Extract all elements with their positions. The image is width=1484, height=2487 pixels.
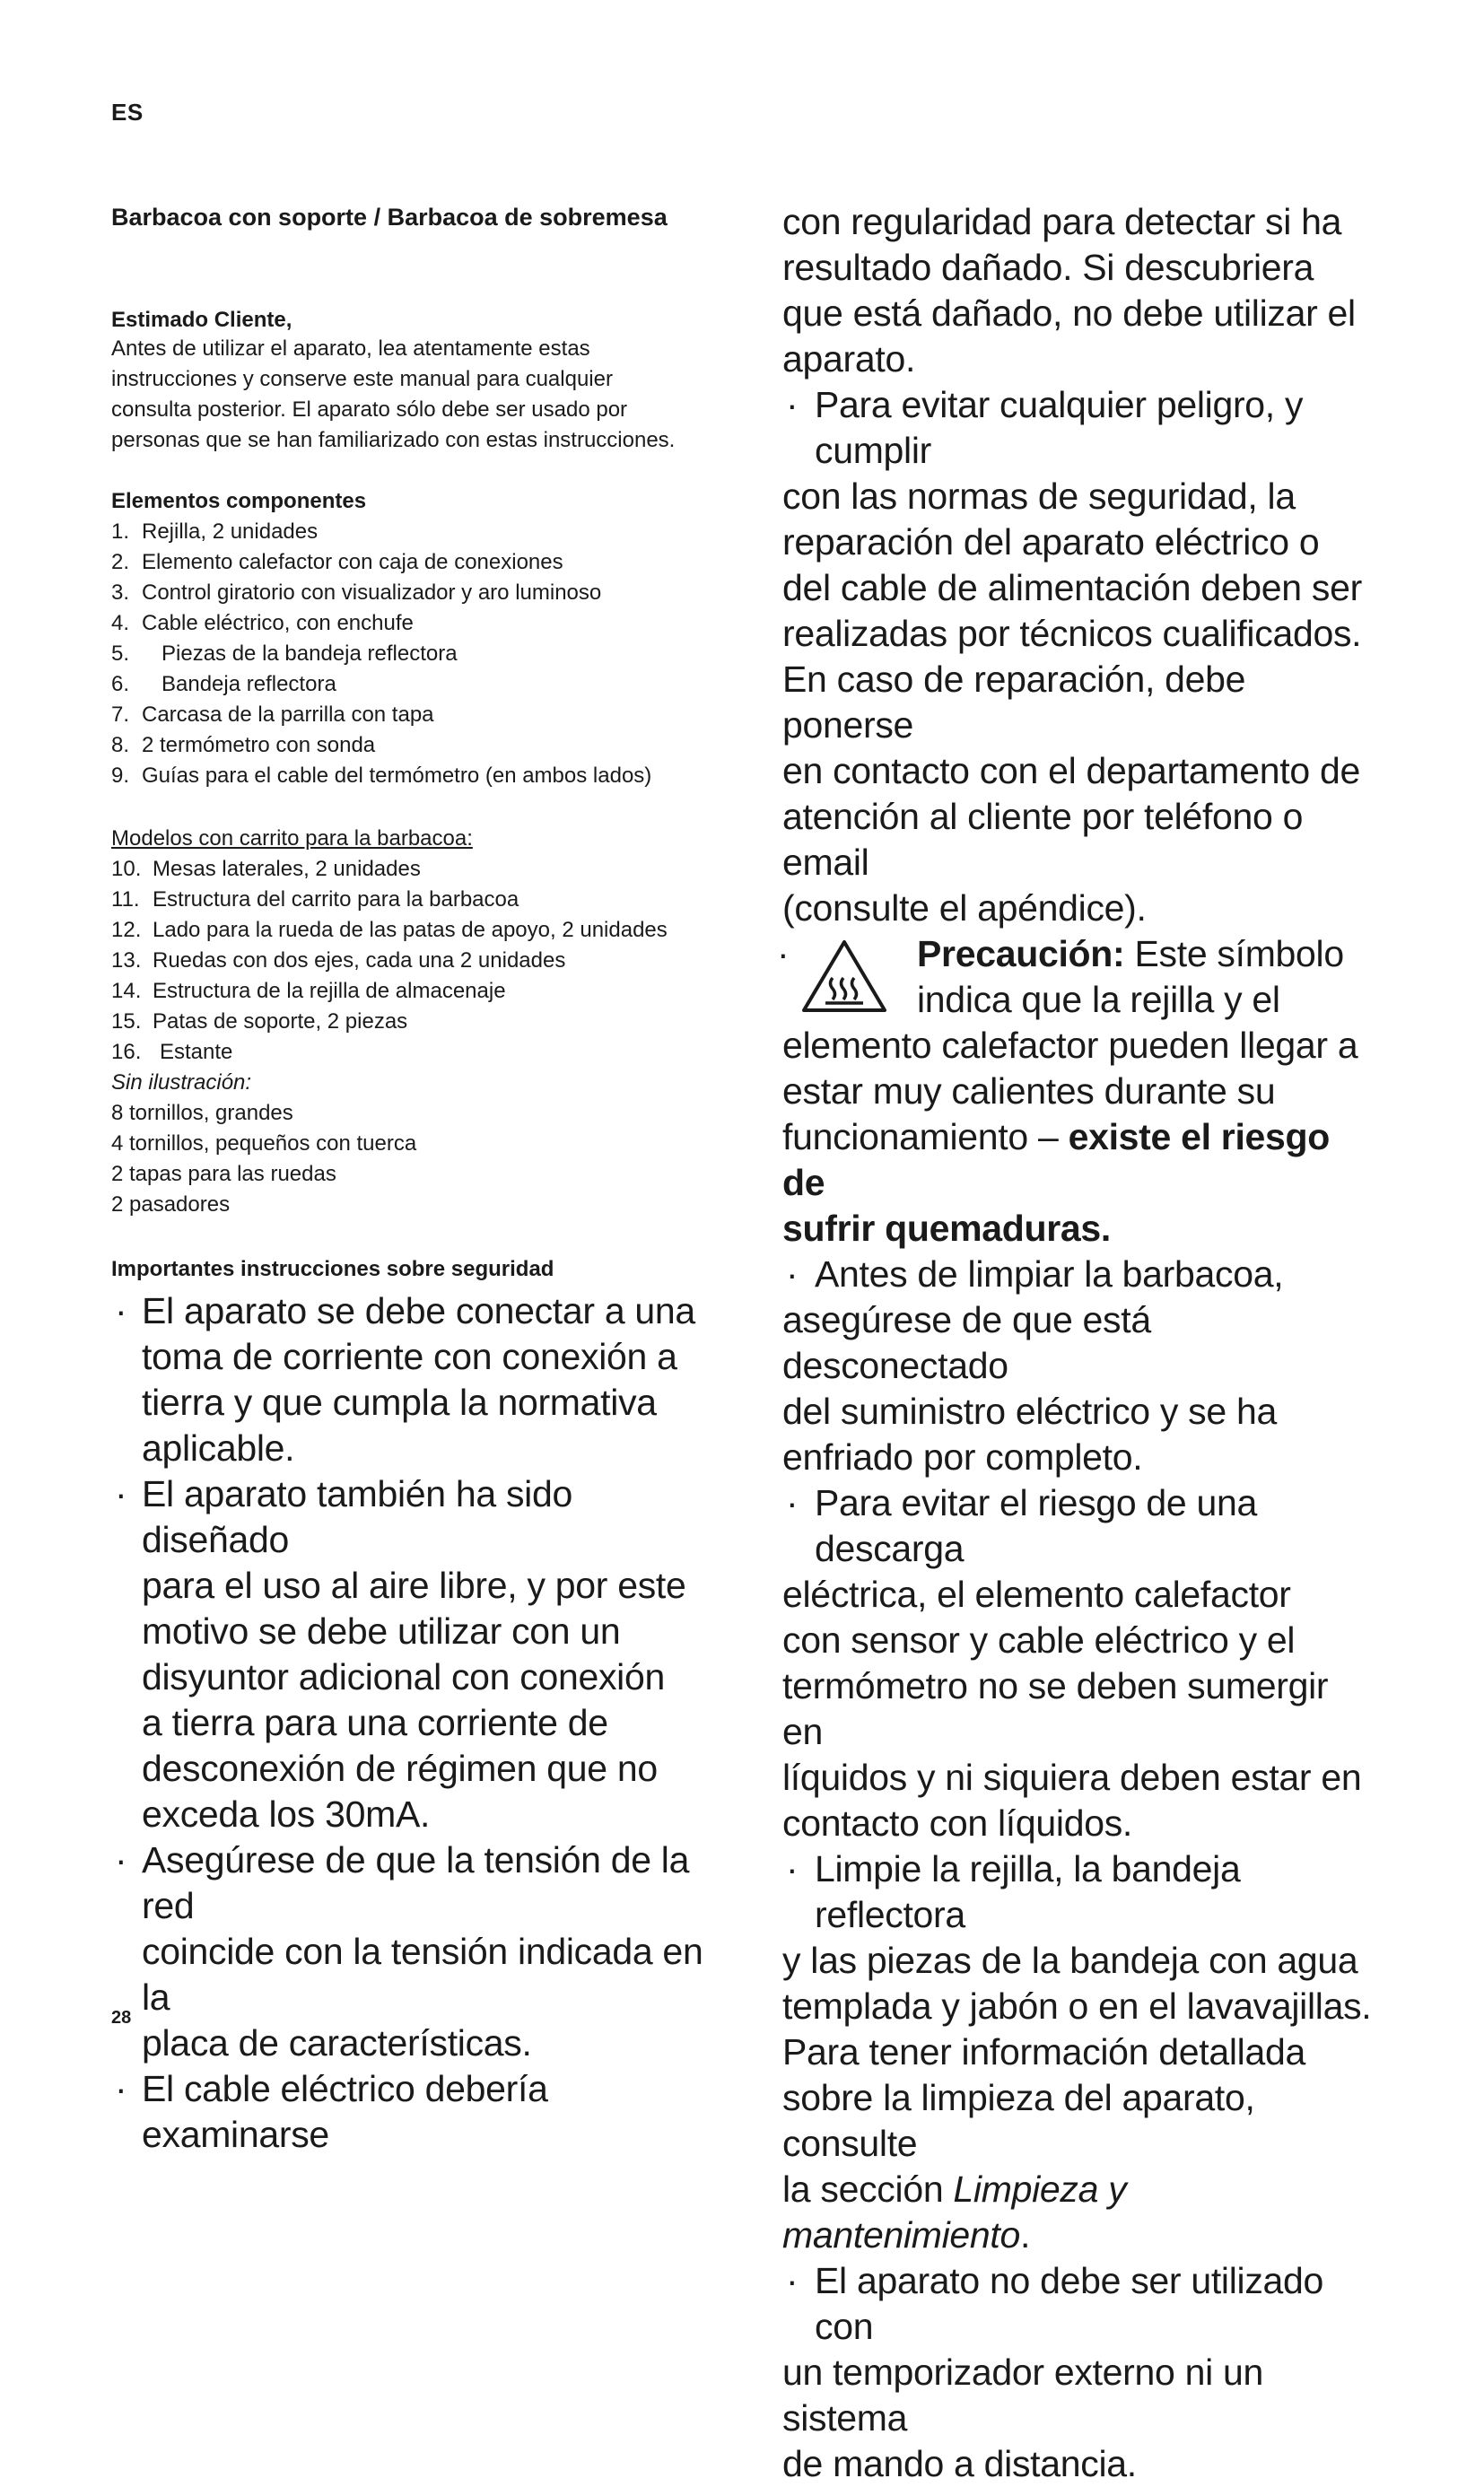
burn-risk-text: sufrir quemaduras. (782, 1208, 1111, 1249)
left-column (111, 203, 721, 2158)
list-item (111, 639, 721, 669)
item-text: Guías para el cable del termómetro (en ambos lados) (142, 764, 652, 789)
document-title: Barbacoa con soporte / Barbacoa de sobremesa (111, 204, 668, 231)
safety-item (111, 1837, 721, 2066)
list-item (111, 1007, 721, 1037)
line: atención al cliente por teléfono o email (782, 796, 1304, 883)
extra-part: 2 pasadores (111, 1192, 231, 1217)
item-number: 16. (111, 1040, 142, 1065)
line: que está dañado, no debe utilizar el (782, 292, 1356, 334)
hot-surface-warning-icon (800, 938, 888, 1014)
list-item (111, 976, 721, 1007)
bullet-icon: · (786, 1848, 799, 1889)
line: aplicable. (142, 1427, 295, 1470)
line: líquidos y ni siquiera deben estar en (782, 1757, 1362, 1798)
item-number: 12. (111, 918, 142, 943)
item-text: Rejilla, 2 unidades (142, 519, 319, 545)
safety-item (782, 1252, 1375, 1480)
line: realizadas por técnicos cualificados. (782, 613, 1362, 654)
safety-heading: Importantes instrucciones sobre seguridad (111, 1257, 554, 1282)
list-item (111, 946, 721, 976)
line: disyuntor adicional con conexión (142, 1656, 665, 1698)
list-item (111, 608, 721, 639)
item-number: 15. (111, 1009, 142, 1034)
line: desconexión de régimen que no (142, 1748, 658, 1790)
components-list (111, 517, 721, 791)
line: a tierra para una corriente de (142, 1702, 608, 1744)
line: en contacto con el departamento de (782, 750, 1360, 791)
line (782, 2167, 1375, 2258)
line: El cable eléctrico debería examinarse (142, 2068, 548, 2156)
bullet-icon: · (115, 1473, 127, 1515)
line: sobre la limpieza del aparato, consulte (782, 2077, 1255, 2164)
item-text: Elemento calefactor con caja de conexiones (142, 550, 563, 575)
right-column (777, 199, 1375, 2487)
continued-text (782, 199, 1375, 382)
item-number: 2. (111, 550, 130, 575)
item-text: 2 termómetro con sonda (142, 733, 376, 758)
line: (consulte el apéndice). (782, 887, 1147, 929)
item-number: 6. (111, 672, 130, 697)
line: reparación del aparato eléctrico o (782, 521, 1320, 563)
line: exceda los 30mA. (142, 1793, 431, 1836)
cart-models-heading: Modelos con carrito para la barbacoa: (111, 826, 473, 851)
list-item (111, 854, 721, 885)
item-number: 8. (111, 733, 130, 758)
text: la sección (782, 2168, 954, 2210)
item-number: 14. (111, 979, 142, 1004)
item-text: Mesas laterales, 2 unidades (153, 857, 421, 882)
item-number: 11. (111, 887, 140, 912)
caution-line: indica que la rejilla y el (917, 979, 1280, 1020)
language-tag: ES (111, 99, 144, 126)
line: placa de características. (142, 2022, 532, 2064)
caution-line (782, 1114, 1375, 1206)
list-item (111, 578, 721, 608)
item-text: Bandeja reflectora (161, 672, 336, 697)
line: asegúrese de que está desconectado (782, 1299, 1151, 1386)
line: con regularidad para detectar si ha (782, 201, 1342, 242)
item-text: Estructura del carrito para la barbacoa (153, 887, 519, 912)
line: Para tener información detallada (782, 2031, 1305, 2072)
line: para el uso al aire libre, y por este (142, 1565, 686, 1607)
extra-part: 4 tornillos, pequeños con tuerca (111, 1131, 417, 1156)
bullet-icon: · (777, 933, 790, 974)
not-illustrated-label: Sin ilustración: (111, 1070, 252, 1095)
item-number: 4. (111, 611, 130, 636)
item-text: Estante (160, 1040, 233, 1065)
line: termómetro no se deben sumergir en (782, 1665, 1329, 1752)
item-number: 5. (111, 641, 130, 667)
section-reference: Limpieza y mantenimiento (782, 2168, 1127, 2256)
item-number: 7. (111, 702, 130, 728)
item-text: Cable eléctrico, con enchufe (142, 611, 414, 636)
intro-line: Antes de utilizar el aparato, lea atentamente estas (111, 336, 590, 362)
bullet-icon: · (786, 2260, 799, 2301)
line: eléctrica, el elemento calefactor (782, 1574, 1291, 1615)
line: resultado dañado. Si descubriera (782, 247, 1314, 288)
item-text: Ruedas con dos ejes, cada una 2 unidades (153, 948, 566, 973)
list-item (111, 547, 721, 578)
line: y las piezas de la bandeja con agua (782, 1940, 1358, 1981)
line: Asegúrese de que la tensión de la red (142, 1839, 690, 1927)
line: coincide con la tensión indicada en la (142, 1931, 703, 2019)
line: Limpie la rejilla, la bandeja reflectora (815, 1848, 1241, 1935)
extra-part: 2 tapas para las ruedas (111, 1162, 336, 1187)
list-item (111, 915, 721, 946)
components-heading: Elementos componentes (111, 489, 367, 514)
line: de mando a distancia. (782, 2443, 1137, 2484)
line: El aparato no debe ser utilizado con (815, 2260, 1324, 2347)
line: Para evitar cualquier peligro, y cumplir (815, 384, 1304, 471)
line: tierra y que cumpla la normativa (142, 1382, 657, 1424)
item-number: 9. (111, 764, 130, 789)
list-item (111, 669, 721, 700)
line: del cable de alimentación deben ser (782, 567, 1362, 608)
list-item (111, 517, 721, 547)
line: un temporizador externo ni un sistema (782, 2352, 1264, 2439)
safety-item (782, 1480, 1375, 1846)
item-number: 10. (111, 857, 142, 882)
line: motivo se debe utilizar con un (142, 1610, 621, 1653)
bullet-icon: · (115, 1839, 127, 1881)
line: Antes de limpiar la barbacoa, (815, 1253, 1284, 1295)
item-text: Control giratorio con visualizador y aro luminoso (142, 580, 602, 606)
line: con sensor y cable eléctrico y el (782, 1619, 1296, 1661)
item-text: Estructura de la rejilla de almacenaje (153, 979, 506, 1004)
bullet-icon: · (786, 384, 799, 425)
safety-item (782, 382, 1375, 931)
intro-line: instrucciones y conserve este manual para cualquier (111, 367, 613, 392)
line: El aparato también ha sido diseñado (142, 1473, 572, 1561)
safety-item (111, 1471, 721, 1837)
caution-line: elemento calefactor pueden llegar a (782, 1025, 1358, 1066)
bullet-icon: · (115, 2068, 127, 2110)
bullet-icon: · (786, 1253, 799, 1295)
list-item (111, 700, 721, 730)
list-item (111, 885, 721, 915)
caution-label: Precaución: (917, 933, 1125, 974)
intro-paragraph (111, 334, 721, 456)
item-number: 13. (111, 948, 142, 973)
caution-item (777, 931, 1375, 1252)
line: aparato. (782, 338, 916, 380)
item-number: 1. (111, 519, 130, 545)
safety-list (111, 1288, 721, 2158)
line: con las normas de seguridad, la (782, 476, 1296, 517)
safety-item (782, 2258, 1375, 2487)
line: enfriado por completo. (782, 1436, 1143, 1478)
line: toma de corriente con conexión a (142, 1336, 677, 1378)
item-text: Piezas de la bandeja reflectora (161, 641, 458, 667)
safety-item (111, 2066, 721, 2158)
item-text: Carcasa de la parrilla con tapa (142, 702, 434, 728)
line: contacto con líquidos. (782, 1802, 1132, 1844)
line: del suministro eléctrico y se ha (782, 1391, 1277, 1432)
list-item (111, 730, 721, 761)
caution-text: Este símbolo (1124, 933, 1344, 974)
caution-line: estar muy calientes durante su (782, 1070, 1276, 1112)
safety-item (111, 1288, 721, 1471)
list-item (111, 761, 721, 791)
line: Para evitar el riesgo de una descarga (815, 1482, 1258, 1569)
item-number: 3. (111, 580, 130, 606)
item-text: Lado para la rueda de las patas de apoyo, 2 unidades (153, 918, 668, 943)
list-item (111, 1037, 721, 1068)
line: En caso de reparación, debe ponerse (782, 659, 1246, 746)
bullet-icon: · (115, 1290, 127, 1332)
intro-line: personas que se han familiarizado con estas instrucciones. (111, 428, 676, 453)
line: El aparato se debe conectar a una (142, 1290, 695, 1332)
page-number: 28 (111, 2008, 132, 2028)
salutation: Estimado Cliente, (111, 308, 292, 333)
text: . (1020, 2214, 1031, 2256)
line: templada y jabón o en el lavavajillas. (782, 1985, 1372, 2027)
extra-part: 8 tornillos, grandes (111, 1101, 293, 1126)
bullet-icon: · (786, 1482, 799, 1523)
safety-item (782, 1846, 1375, 2258)
burn-risk-text: existe el riesgo de (782, 1116, 1331, 1203)
item-text: Patas de soporte, 2 piezas (153, 1009, 408, 1034)
caution-text: funcionamiento – (782, 1116, 1069, 1157)
cart-items-list (111, 854, 721, 1068)
intro-line: consulta posterior. El aparato sólo debe ser usado por (111, 397, 628, 423)
